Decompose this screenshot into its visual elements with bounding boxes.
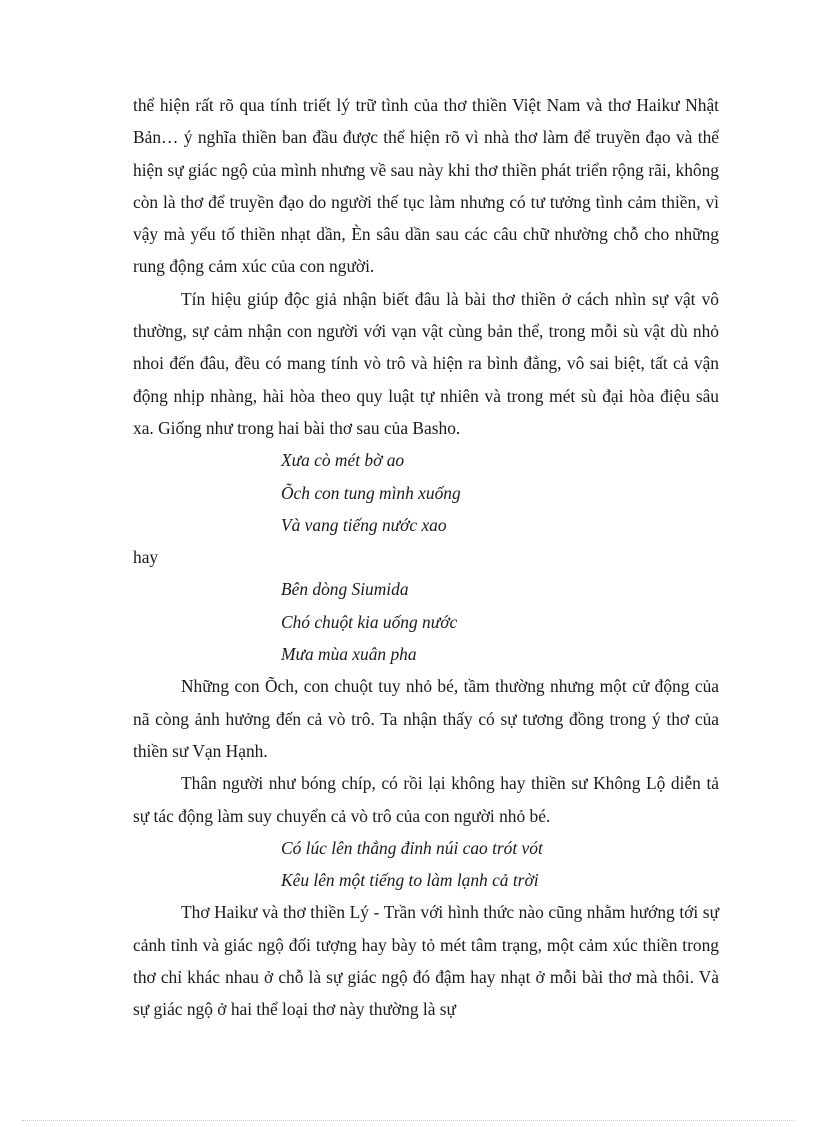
document-body (133, 89, 719, 1026)
poem-line: Có lúc lên thẳng đỉnh núi cao trót vót (281, 837, 543, 858)
poem-line: Chó chuột kia uống nước (281, 611, 458, 632)
poem-line: Kêu lên một tiếng to làm lạnh cả trời (281, 870, 539, 891)
poem-basho-mouse (133, 573, 719, 670)
paragraph-1: thể hiện rất rõ qua tính triết lý trữ tình của thơ thiền Việt Nam và thơ Haikư Nhật Bản… ý nghĩa thiền ban đầu được thể hiện rõ vì nhà thơ làm để truyền đạo và thể hiện sự giác ngộ của mình nhưng về sau này khi thơ thiền phát triển rộng rãi, không còn là thơ để truyền đạo do người thế tục làm nhưng có tư tưởng tình cảm thiền, vì vậy mà yếu tố thiền nhạt dần, Èn sâu dần sau các câu chữ nhường chỗ cho những rung động cảm xúc của con người. (133, 95, 719, 277)
poem-line: Bên dòng Siumida (281, 579, 409, 600)
paragraph-4: Thân người như bóng chíp, có rồi lại không hay thiền sư Không Lộ diễn tả sự tác động làm suy chuyển cả vò trô của con người nhỏ bé. (133, 773, 719, 826)
poem-line: Xưa cò mét bờ ao (281, 450, 405, 471)
poem-line: Và vang tiếng nước xao (281, 514, 447, 535)
paragraph-2: Tín hiệu giúp độc giả nhận biết đâu là bài thơ thiền ở cách nhìn sự vật vô thường, sự cảm nhận con người với vạn vật cùng bản thể, trong mỗi sù vật dù nhỏ nhoi đến đâu, đều có mang tính vò trô và hiện ra bình đẳng, vô sai biệt, tất cả vận động nhịp nhàng, hài hòa theo quy luật tự nhiên và trong mét sù đại hòa điệu sâu xa. Giống như trong hai bài thơ sau của Basho. (133, 288, 719, 438)
paragraph-3: Những con Õch, con chuột tuy nhỏ bé, tầm thường nhưng một cử động của nã còng ảnh hưởng đến cả vò trô. Ta nhận thấy có sự tương đồng trong ý thơ của thiền sư Vạn Hạnh. (133, 676, 719, 761)
poem-line: Õch con tung mình xuống (281, 482, 461, 503)
connector-word-hay: hay (133, 547, 159, 568)
poem-khong-lo (133, 832, 719, 897)
poem-line: Mưa mùa xuân pha (281, 644, 417, 665)
paragraph-5: Thơ Haikư và thơ thiền Lý - Trần với hình thức nào cũng nhằm hướng tới sự cảnh tỉnh và giác ngộ đối tượng hay bày tỏ mét tâm trạng, một cảm xúc thiền trong thơ chỉ khác nhau ở chỗ là sự giác ngộ đó đậm hay nhạt ở mỗi bài thơ mà thôi. Và sự giác ngộ ở hai thể loại thơ này thường là sự (133, 902, 719, 1020)
poem-basho-frog (133, 444, 719, 541)
page-bottom-border (22, 1120, 794, 1121)
